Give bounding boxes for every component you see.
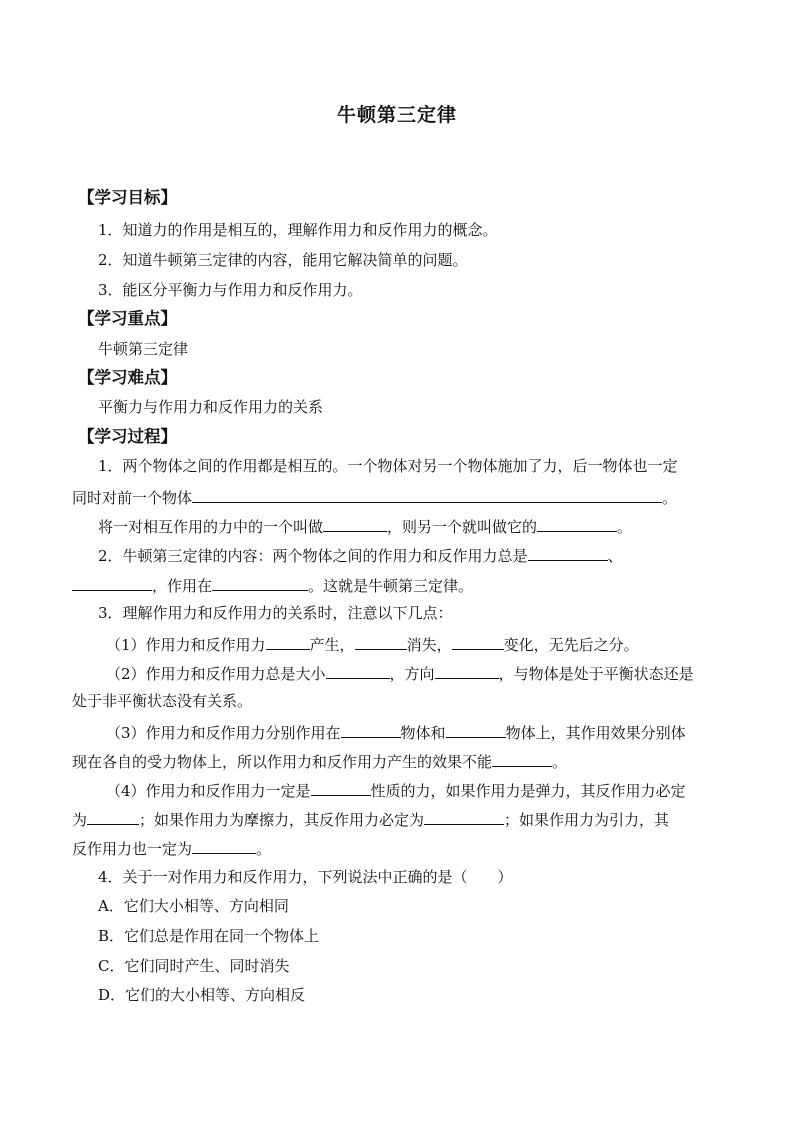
- difficulty-heading: 【学习难点】: [78, 368, 177, 387]
- q3-p2-text-a: （2）作用力和反作用力总是大小: [106, 665, 326, 683]
- q1-line-2: [72, 485, 677, 509]
- q3-point-2-line-2: 处于非平衡状态没有关系。: [72, 692, 253, 710]
- q3-point-4-line-3: [72, 836, 271, 860]
- q3-p4-line2-text-c: ；如果作用力为引力，其: [504, 811, 670, 829]
- q2-line-1-end: 、: [607, 547, 623, 565]
- q3-p2-text-b: ，方向: [389, 665, 435, 683]
- q3-p4-blank-3[interactable]: [424, 807, 504, 825]
- q3-p4-line3-end: 。: [256, 840, 272, 858]
- q3-p3-blank-1[interactable]: [341, 720, 401, 738]
- q1-blank-1[interactable]: [192, 485, 662, 503]
- q3-p1-text-c: 消失，: [406, 636, 452, 654]
- q3-p1-text-b: 产生，: [309, 636, 355, 654]
- q2-line-2-text-b: 。这就是牛顿第三定律。: [308, 577, 474, 595]
- q3-point-3-line-2: [72, 749, 567, 773]
- q1-line-1: 1．两个物体之间的作用都是相互的。一个物体对另一个物体施加了力，后一物体也一定: [98, 457, 678, 475]
- q1-line-3-text-a: 将一对相互作用的力中的一个叫做: [98, 518, 324, 536]
- q3-point-4-line-1: [106, 778, 686, 802]
- q3-p1-blank-3[interactable]: [452, 632, 504, 650]
- q3-p4-line2-text-b: ；如果作用力为摩擦力，其反作用力必定为: [139, 811, 425, 829]
- q2-blank-3[interactable]: [212, 573, 308, 591]
- q3-p2-blank-2[interactable]: [435, 661, 499, 679]
- q3-p3-text-c: 物体上，其作用效果分别体: [505, 724, 686, 742]
- q2-line-1-text: 2．牛顿第三定律的内容：两个物体之间的作用力和反作用力总是: [98, 547, 528, 565]
- q3-p4-blank-1[interactable]: [311, 778, 371, 796]
- q3-p3-text-b: 物体和: [400, 724, 446, 742]
- q3-p1-blank-1[interactable]: [266, 632, 310, 650]
- q2-line-2: [72, 573, 473, 597]
- q1-line-3-end: 。: [617, 518, 633, 536]
- q3-p2-text-c: ，与物体是处于平衡状态还是: [498, 665, 694, 683]
- q3-p1-blank-2[interactable]: [355, 632, 407, 650]
- q3-p4-text-a: （4）作用力和反作用力一定是: [106, 782, 311, 800]
- q3-p4-line2-text-a: 为: [72, 811, 88, 829]
- q3-p3-blank-3[interactable]: [492, 749, 552, 767]
- q2-line-2-text-a: ，作用在: [152, 577, 213, 595]
- goal-item-2: 2．知道牛顿第三定律的内容，能用它解决简单的问题。: [98, 251, 468, 269]
- q4-option-b: B．它们总是作用在同一个物体上: [98, 927, 320, 945]
- q1-blank-2[interactable]: [323, 514, 387, 532]
- q2-blank-1[interactable]: [528, 543, 608, 561]
- q1-line-2-text: 同时对前一个物体: [72, 489, 193, 507]
- q3-p3-text-a: （3）作用力和反作用力分别作用在: [106, 724, 341, 742]
- q1-blank-3[interactable]: [537, 514, 617, 532]
- document-title: 牛顿第三定律: [336, 104, 457, 126]
- q2-line-1: [98, 543, 623, 567]
- q3-p4-blank-4[interactable]: [192, 836, 256, 854]
- q3-p1-text-d: 变化，无先后之分。: [503, 636, 639, 654]
- q3-p2-blank-1[interactable]: [326, 661, 390, 679]
- q3-point-3-line-1: [106, 720, 686, 744]
- q3-intro: 3．理解作用力和反作用力的关系时，注意以下几点：: [98, 604, 453, 622]
- q1-line-3-text-b: ，则另一个就叫做它的: [387, 518, 538, 536]
- q2-blank-2[interactable]: [72, 573, 152, 591]
- learning-goals-heading: 【学习目标】: [78, 188, 177, 207]
- q3-point-1: [106, 632, 639, 656]
- q1-line-2-end: 。: [662, 489, 678, 507]
- q3-p1-text-a: （1）作用力和反作用力: [106, 636, 266, 654]
- q4-option-d: D．它们的大小相等、方向相反: [98, 986, 306, 1004]
- q3-p3-line2-text: 现在各自的受力物体上，所以作用力和反作用力产生的效果不能: [72, 753, 493, 771]
- q3-p4-text-b: 性质的力，如果作用力是弹力，其反作用力必定: [370, 782, 686, 800]
- key-point-heading: 【学习重点】: [78, 309, 177, 328]
- key-point-text: 牛顿第三定律: [98, 340, 189, 358]
- q3-p4-line3-text: 反作用力也一定为: [72, 840, 193, 858]
- goal-item-1: 1．知道力的作用是相互的，理解作用力和反作用力的概念。: [98, 221, 498, 239]
- q3-point-2-line-1: [106, 661, 694, 685]
- goal-item-3: 3．能区分平衡力与作用力和反作用力。: [98, 281, 363, 299]
- q3-p3-blank-2[interactable]: [446, 720, 506, 738]
- q4-option-a: A．它们大小相等、方向相同: [98, 897, 289, 915]
- q3-point-4-line-2: [72, 807, 669, 831]
- q4-option-c: C．它们同时产生、同时消失: [98, 957, 290, 975]
- difficulty-text: 平衡力与作用力和反作用力的关系: [98, 398, 324, 416]
- q3-p3-line2-end: 。: [552, 753, 568, 771]
- q1-line-3: [98, 514, 632, 538]
- q3-p4-blank-2[interactable]: [87, 807, 139, 825]
- process-heading: 【学习过程】: [78, 427, 177, 446]
- q4-stem: 4．关于一对作用力和反作用力，下列说法中正确的是（ ）: [98, 868, 513, 886]
